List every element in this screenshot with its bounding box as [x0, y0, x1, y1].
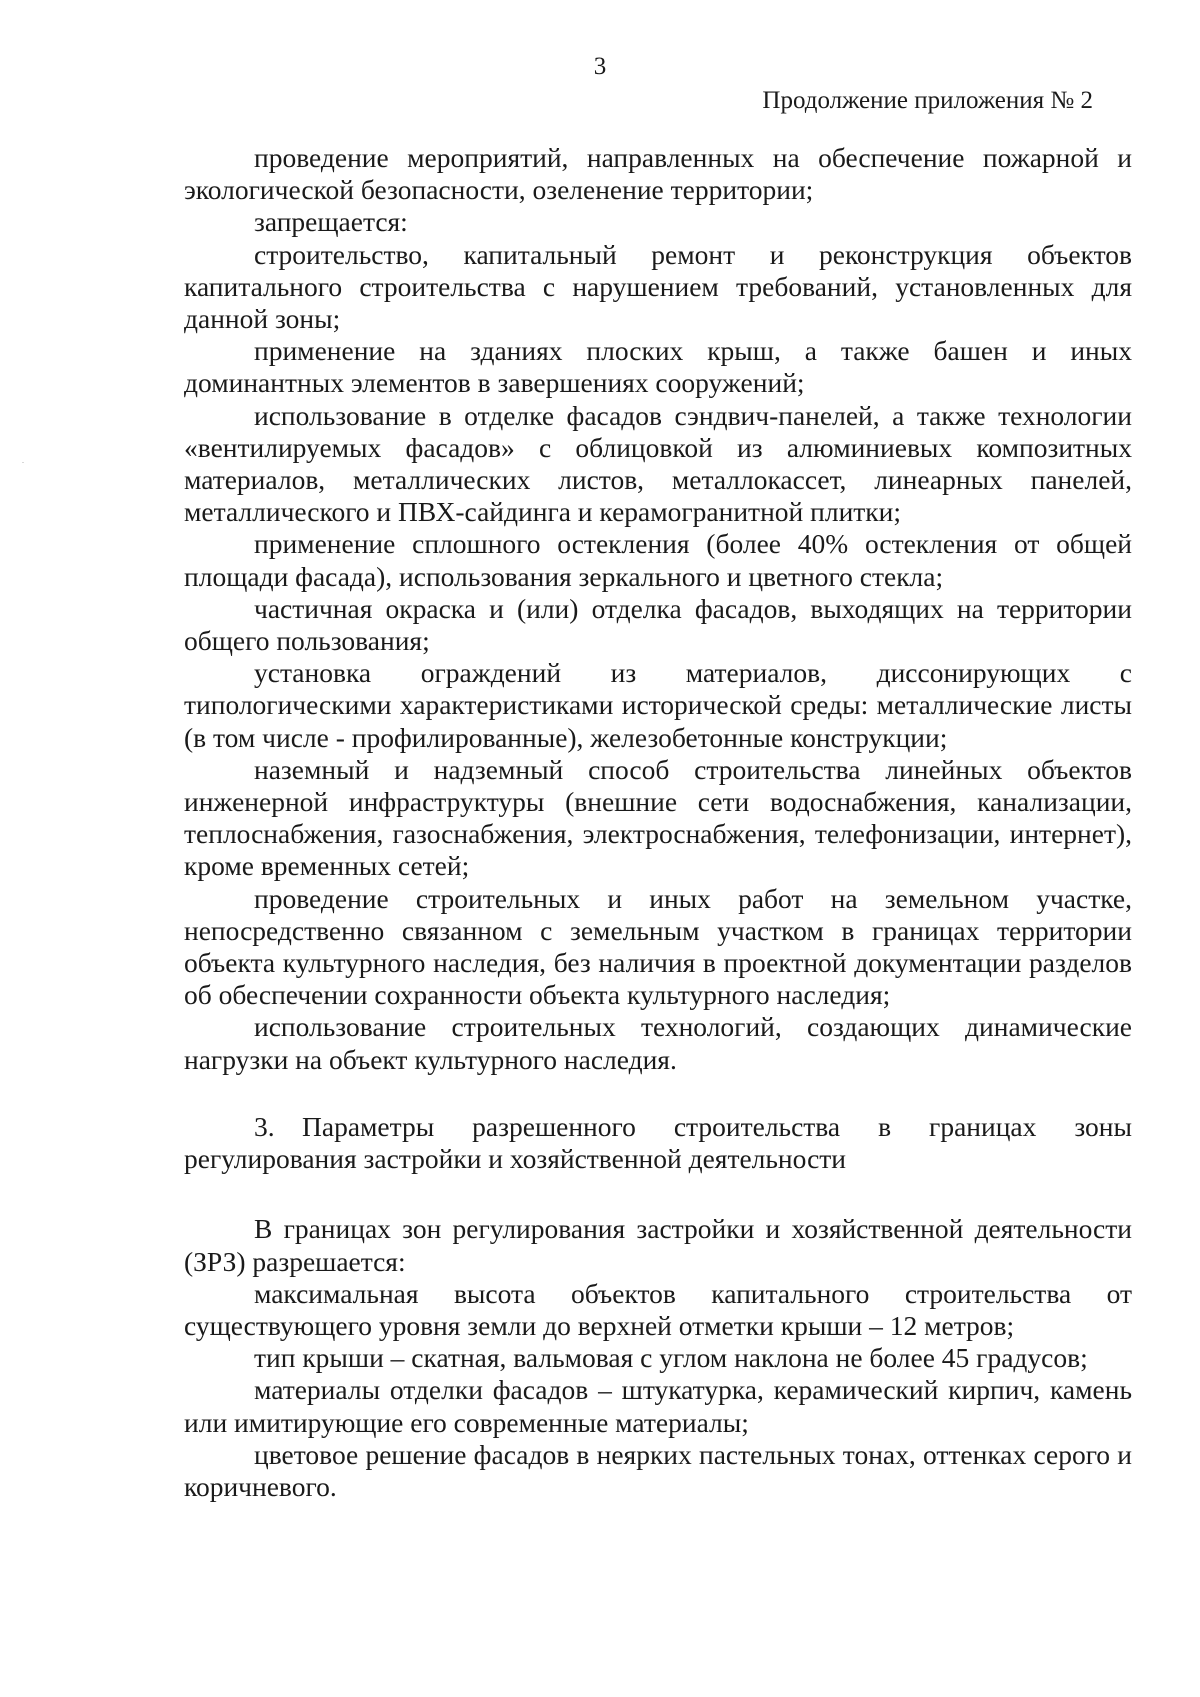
- paragraph: строительство, капитальный ремонт и реконструкция объектов капитального строительства с нарушением требований, установленных для данной зоны;: [184, 238, 1132, 335]
- paragraph: проведение строительных и иных работ на земельном участке, непосредственно связанном с земельным участком в границах территории объекта культурного наследия, без наличия в проектной документации разделов об обеспечении сохранности объекта культурного наследия;: [184, 882, 1132, 1011]
- paragraph: частичная окраска и (или) отделка фасадов, выходящих на территории общего пользования;: [184, 592, 1132, 657]
- section-heading: [184, 1111, 1132, 1175]
- paragraph: использование строительных технологий, создающих динамические нагрузки на объект культурного наследия.: [184, 1011, 1132, 1075]
- paragraph: наземный и надземный способ строительства линейных объектов инженерной инфраструктуры (внешние сети водоснабжения, канализации, теплоснабжения, газоснабжения, электроснабжения, телефонизации, интернет), кроме временных сетей;: [184, 753, 1132, 882]
- paragraph: установка ограждений из материалов, диссонирующих с типологическими характеристиками исторической среды: металлические листы (в том числе - профилированные), железобетонные конструкции;: [184, 657, 1132, 753]
- paragraph: применение сплошного остекления (более 40% остекления от общей площади фасада), использования зеркального и цветного стекла;: [184, 528, 1132, 592]
- section-title: Параметры разрешенного строительства в границах зоны регулирования застройки и хозяйственной деятельности: [184, 1110, 1132, 1175]
- paragraph: тип крыши – скатная, вальмовая с углом наклона не более 45 градусов;: [254, 1342, 1088, 1374]
- document-body: [184, 142, 1132, 1503]
- paragraph-prohibited-intro: запрещается:: [254, 206, 408, 238]
- paragraph: цветовое решение фасадов в неярких пастельных тонах, оттенках серого и коричневого.: [184, 1438, 1132, 1502]
- paragraph: использование в отделке фасадов сэндвич-панелей, а также технологии «вентилируемых фасадов» с облицовкой из алюминиевых композитных материалов, металлических листов, металлокассет, линеарных панелей, металлического и ПВХ-сайдинга и керамогранитной плитки;: [184, 399, 1132, 528]
- scan-edge-mark: [22, 462, 24, 463]
- paragraph: применение на зданиях плоских крыш, а также башен и иных доминантных элементов в завершениях сооружений;: [184, 335, 1132, 399]
- page-number: 3: [593, 53, 607, 80]
- section-number: 3.: [254, 1110, 275, 1142]
- paragraph: проведение мероприятий, направленных на обеспечение пожарной и экологической безопасности, озеленение территории;: [184, 142, 1132, 206]
- appendix-note: Продолжение приложения № 2: [762, 87, 1093, 114]
- paragraph-allowed-intro: В границах зон регулирования застройки и хозяйственной деятельности (ЗРЗ) разрешается:: [184, 1213, 1132, 1277]
- paragraph: максимальная высота объектов капитального строительства от существующего уровня земли до верхней отметки крыши – 12 метров;: [184, 1277, 1132, 1341]
- paragraph: материалы отделки фасадов – штукатурка, керамический кирпич, камень или имитирующие его современные материалы;: [184, 1374, 1132, 1438]
